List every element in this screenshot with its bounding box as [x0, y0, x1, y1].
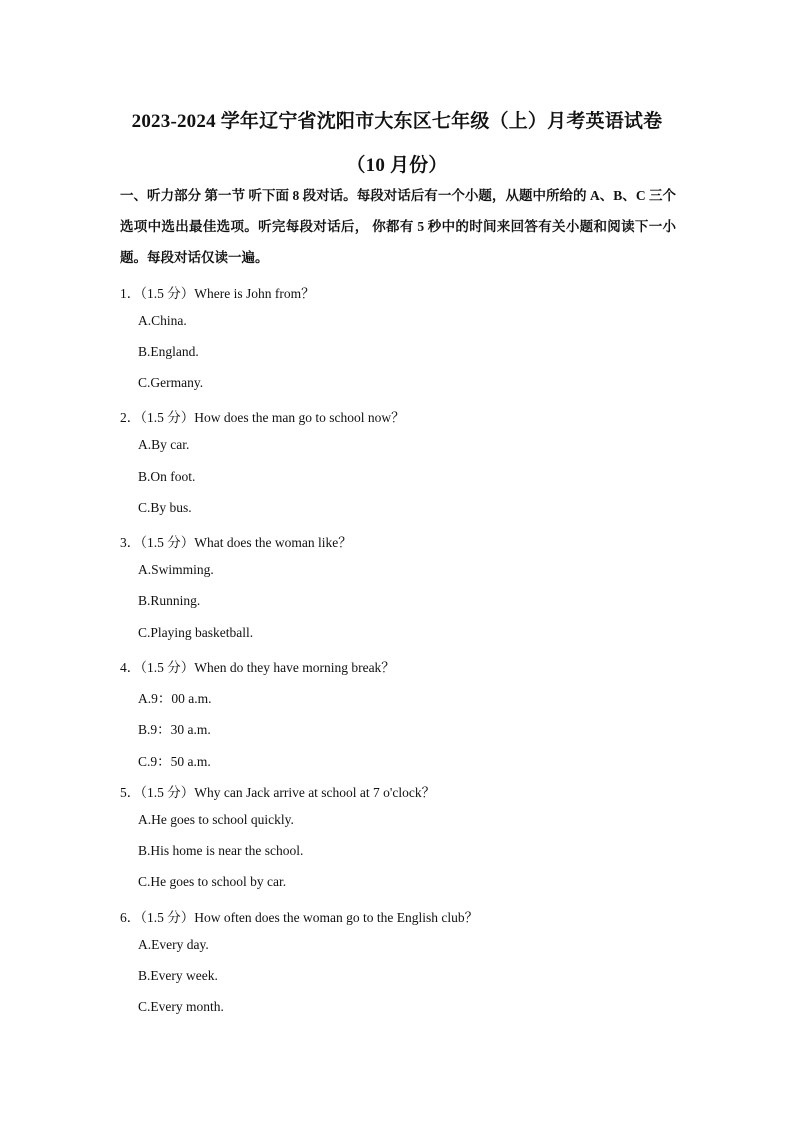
exam-title-line-1: 2023-2024 学年辽宁省沈阳市大东区七年级（上）月考英语试卷	[131, 111, 663, 132]
listening-section-instructions: 一、听力部分 第一节 听下面 8 段对话。每段对话后有一个小题，从题中所给的 A、B、C 三个选项中选出最佳选项。听完每段对话后， 你都有 5 秒中的时间来回答有关小题和阅读下一小题。每段对话仅读一遍。	[120, 188, 676, 265]
question-6-option-c: C.Every month.	[138, 999, 224, 1014]
question-4-stem: 4．（1.5 分）When do they have morning break？	[120, 660, 395, 675]
question-5-option-a: A.He goes to school quickly.	[138, 812, 294, 827]
question-6-option-b: B.Every week.	[138, 968, 218, 983]
question-6-stem: 6．（1.5 分）How often does the woman go to the English club？	[120, 910, 479, 925]
question-6-option-a: A.Every day.	[138, 937, 209, 952]
question-3-option-b: B.Running.	[138, 593, 201, 608]
question-5-option-b: B.His home is near the school.	[138, 843, 304, 858]
question-5-stem: 5．（1.5 分）Why can Jack arrive at school at 7 o'clock？	[120, 785, 436, 800]
question-5-option-c: C.He goes to school by car.	[138, 874, 287, 889]
question-4-option-c: C.9：50 a.m.	[138, 754, 211, 769]
question-2-option-b: B.On foot.	[138, 469, 196, 484]
question-3-stem: 3．（1.5 分）What does the woman like？	[120, 535, 352, 550]
question-2-option-c: C.By bus.	[138, 500, 192, 515]
question-4-option-b: B.9：30 a.m.	[138, 722, 211, 737]
question-4-option-a: A.9：00 a.m.	[138, 691, 212, 706]
question-1-stem: 1．（1.5 分）Where is John from？	[120, 286, 315, 301]
question-1-option-c: C.Germany.	[138, 375, 204, 390]
question-3-option-a: A.Swimming.	[138, 562, 214, 577]
question-1-option-a: A.China.	[138, 313, 187, 328]
question-1-option-b: B.England.	[138, 344, 199, 359]
question-2-option-a: A.By car.	[138, 437, 190, 452]
question-2-stem: 2．（1.5 分）How does the man go to school now？	[120, 410, 405, 425]
exam-title-line-2: （10 月份）	[346, 155, 448, 176]
question-3-option-c: C.Playing basketball.	[138, 625, 254, 640]
